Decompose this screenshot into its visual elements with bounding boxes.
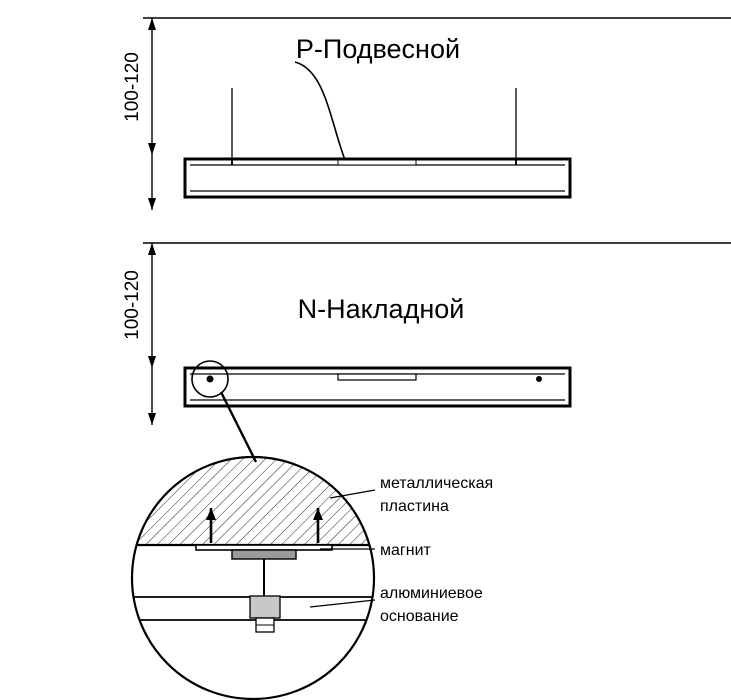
dimension-surface: [148, 243, 156, 425]
callout-aluminium-base-line2: основание: [380, 608, 459, 625]
callout-metal-plate-line2: пластина: [380, 498, 449, 515]
dimension-pendant: [148, 18, 156, 210]
callout-aluminium-base-line1: алюминиевое: [380, 585, 483, 602]
title-pendant: P-Подвесной: [295, 34, 461, 64]
dimension-label-surface: 100-120: [122, 270, 143, 340]
callout-metal-plate-line1: металлическая: [380, 475, 494, 492]
surface-center-detail: [338, 374, 416, 380]
surface-fixing-point-right: [536, 376, 542, 382]
magnet-top-plate: [196, 545, 332, 550]
detail-marker-dot: [207, 376, 214, 383]
surface-assembly-group: [122, 243, 731, 462]
pendant-center-detail: [338, 160, 416, 165]
dimension-label-pendant: 100-120: [122, 52, 143, 122]
callout-magnet: магнит: [380, 542, 431, 559]
fastener-nut: [250, 596, 280, 618]
title-surface: N-Накладной: [297, 294, 465, 324]
leader-line-pendant: [295, 62, 345, 160]
callout-line-aluminium-base: [310, 600, 375, 607]
magnet-block: [232, 550, 296, 559]
detail-view-group: [130, 450, 380, 699]
pendant-assembly-group: [122, 18, 731, 210]
detail-view-contents: [130, 450, 380, 632]
